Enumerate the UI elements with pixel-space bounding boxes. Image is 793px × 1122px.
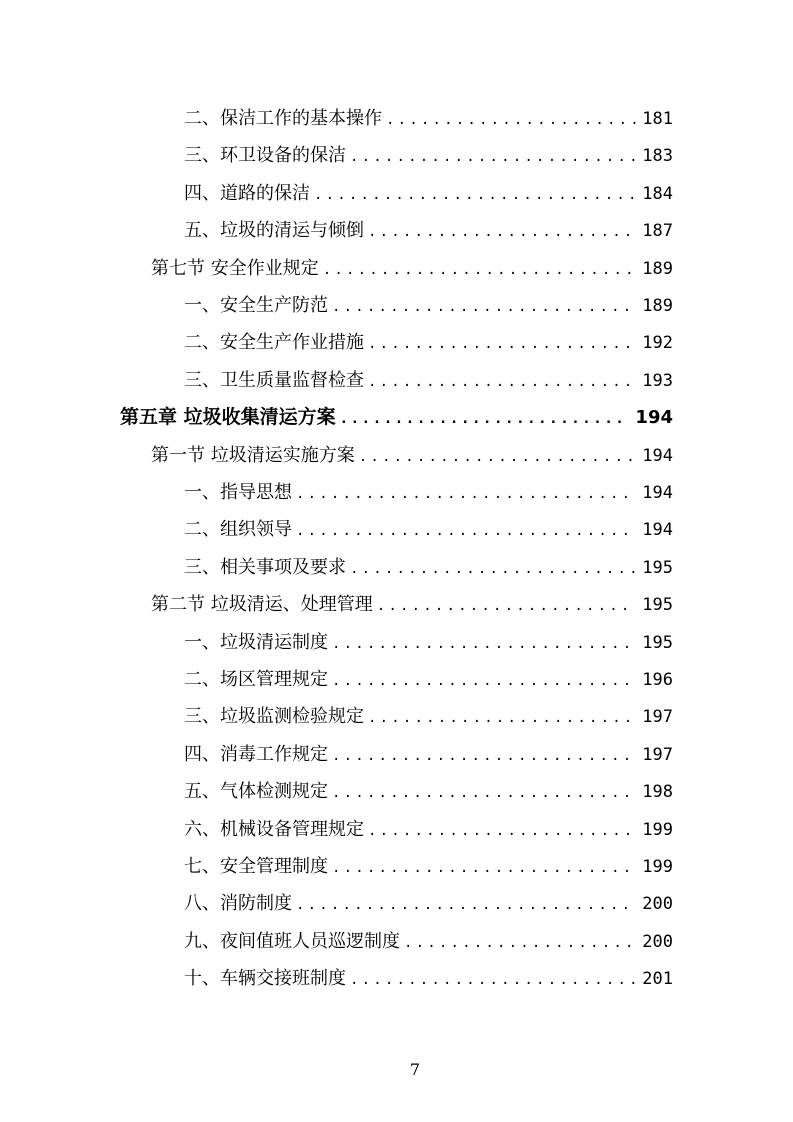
toc-entry[interactable] [184, 511, 673, 548]
toc-dot-leader [359, 439, 637, 474]
toc-entry-page: 199 [642, 820, 673, 840]
toc-dot-leader [296, 513, 636, 548]
toc-entry-title: 八、消防制度 [184, 893, 292, 914]
toc-entry-page: 181 [642, 109, 673, 129]
toc-entry-page: 189 [642, 259, 673, 279]
toc-entry-title: 二、组织领导 [184, 519, 292, 540]
toc-dot-leader [340, 401, 630, 436]
toc-entry-page: 195 [642, 558, 673, 578]
toc-entry-title: 第一节 垃圾清运实施方案 [151, 445, 355, 466]
toc-entry[interactable] [184, 811, 673, 848]
toc-dot-leader [377, 588, 637, 623]
toc-entry[interactable] [184, 848, 673, 885]
toc-dot-leader [350, 962, 636, 997]
toc-dot-leader [350, 139, 636, 174]
toc-entry[interactable] [184, 624, 673, 661]
toc-entry-title: 第二节 垃圾清运、处理管理 [151, 594, 373, 615]
toc-entry-title: 六、机械设备管理规定 [184, 819, 364, 840]
toc-entry[interactable] [184, 661, 673, 698]
toc-dot-leader [368, 326, 636, 361]
toc-entry-page: 195 [642, 633, 673, 653]
toc-entry-page: 184 [642, 184, 673, 204]
toc-entry[interactable] [184, 362, 673, 399]
toc-entry-page: 197 [642, 745, 673, 765]
toc-entry-title: 三、相关事项及要求 [184, 557, 346, 578]
toc-entry[interactable] [184, 324, 673, 361]
toc-dot-leader [332, 775, 636, 810]
toc-entry-page: 195 [642, 595, 673, 615]
toc-dot-leader [332, 663, 636, 698]
toc-entry[interactable] [151, 250, 673, 287]
page-number: 7 [409, 1060, 421, 1079]
toc-entry[interactable] [184, 100, 673, 137]
toc-entry-title: 七、安全管理制度 [184, 856, 328, 877]
toc-entry[interactable] [184, 773, 673, 810]
toc-entry-title: 三、卫生质量监督检查 [184, 370, 364, 391]
toc-dot-leader [350, 551, 636, 586]
toc-entry-title: 二、保洁工作的基本操作 [184, 108, 382, 129]
toc-entry-page: 187 [642, 221, 673, 241]
toc-entry-title: 十、车辆交接班制度 [184, 968, 346, 989]
toc-entry[interactable] [184, 175, 673, 212]
toc-entry-title: 五、气体检测规定 [184, 781, 328, 802]
toc-entry-title: 一、指导思想 [184, 482, 292, 503]
toc-entry[interactable] [184, 212, 673, 249]
toc-entry-page: 198 [642, 782, 673, 802]
toc-entry-page: 193 [642, 371, 673, 391]
toc-entry[interactable] [184, 474, 673, 511]
toc-dot-leader [332, 626, 636, 661]
toc-entry-page: 189 [642, 296, 673, 316]
toc-entry-title: 二、场区管理规定 [184, 669, 328, 690]
toc-dot-leader [368, 813, 636, 848]
toc-entry-title: 五、垃圾的清运与倾倒 [184, 220, 364, 241]
toc-entry-page: 194 [635, 407, 673, 428]
toc-dot-leader [368, 364, 636, 399]
toc-entry-page: 183 [642, 146, 673, 166]
toc-entry[interactable] [184, 923, 673, 960]
toc-entry-title: 第七节 安全作业规定 [151, 258, 319, 279]
toc-dot-leader [404, 925, 636, 960]
toc-entry-title: 四、道路的保洁 [184, 183, 310, 204]
toc-dot-leader [323, 252, 637, 287]
toc-dot-leader [368, 700, 636, 735]
toc-entry-title: 第五章 垃圾收集清运方案 [120, 406, 336, 428]
toc-entry-page: 194 [642, 446, 673, 466]
toc-entry[interactable] [184, 736, 673, 773]
toc-entry[interactable] [184, 137, 673, 174]
toc-entry[interactable] [184, 960, 673, 997]
toc-entry-title: 二、安全生产作业措施 [184, 332, 364, 353]
toc-entry-title: 三、垃圾监测检验规定 [184, 706, 364, 727]
toc-entry-page: 200 [642, 932, 673, 952]
toc-dot-leader [368, 214, 636, 249]
toc-entry[interactable] [184, 885, 673, 922]
toc-dot-leader [296, 887, 636, 922]
toc-entry-page: 199 [642, 857, 673, 877]
toc-entry[interactable] [120, 399, 673, 436]
toc-entry-title: 四、消毒工作规定 [184, 744, 328, 765]
toc-entry-page: 194 [642, 483, 673, 503]
toc-entry[interactable] [151, 586, 673, 623]
toc-entry[interactable] [184, 287, 673, 324]
toc-dot-leader [296, 476, 636, 511]
toc-entry-page: 197 [642, 707, 673, 727]
toc-entry-page: 196 [642, 670, 673, 690]
toc-dot-leader [314, 177, 636, 212]
toc-dot-leader [332, 289, 636, 324]
toc-entry[interactable] [184, 549, 673, 586]
toc-entry-title: 一、安全生产防范 [184, 295, 328, 316]
toc-entry-page: 201 [642, 969, 673, 989]
toc-dot-leader [332, 850, 636, 885]
toc-entry-title: 三、环卫设备的保洁 [184, 145, 346, 166]
toc-entry[interactable] [151, 437, 673, 474]
toc-dot-leader [386, 102, 636, 137]
toc-entry-page: 192 [642, 333, 673, 353]
toc-entry-title: 九、夜间值班人员巡逻制度 [184, 931, 400, 952]
toc-entry-page: 194 [642, 520, 673, 540]
toc-entry-title: 一、垃圾清运制度 [184, 632, 328, 653]
toc-dot-leader [332, 738, 636, 773]
toc-entry-page: 200 [642, 894, 673, 914]
toc-entry[interactable] [184, 698, 673, 735]
